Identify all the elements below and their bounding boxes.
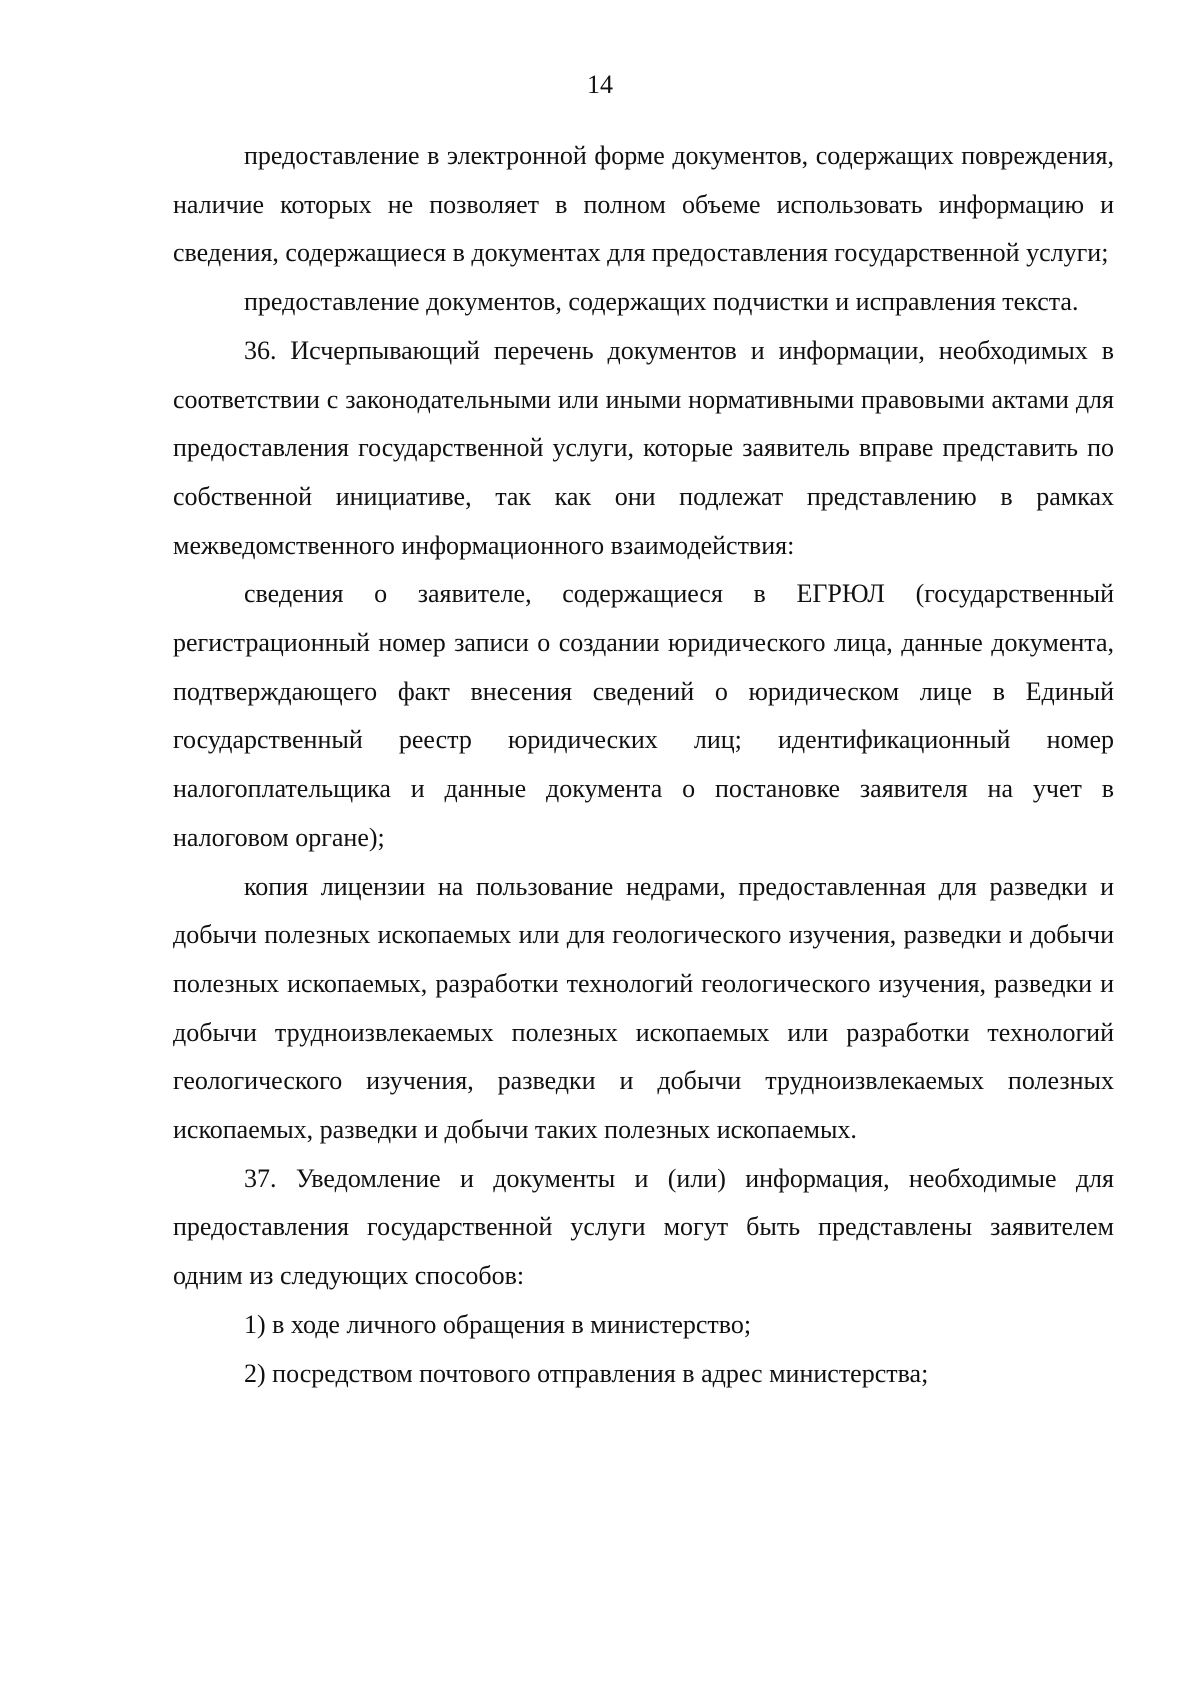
document-body: [173, 132, 1114, 1398]
page-number: 14: [587, 70, 613, 99]
paragraph-37-submission-methods: 37. Уведомление и документы и (или) информация, необходимые для предоставления государственной услуги могут быть представлены заявителем одним из следующих способов:: [173, 1163, 1114, 1291]
list-item-postal-mail: 2) посредством почтового отправления в адрес министерства;: [244, 1358, 929, 1388]
paragraph-damaged-documents: предоставление в электронной форме документов, содержащих повреждения, наличие которых не позволяет в полном объеме использовать информацию и сведения, содержащиеся в документах для предоставления государственной услуги;: [173, 141, 1114, 268]
paragraph-license-copy: копия лицензии на пользование недрами, предоставленная для разведки и добычи полезных ископаемых или для геологического изучения, разведки и добычи полезных ископаемых, разработки технологий геологического изучения, разведки и добычи трудноизвлекаемых полезных ископаемых или разработки технологий геологического изучения, разведки и добычи трудноизвлекаемых полезных ископаемых, разведки и добычи таких полезных ископаемых.: [173, 871, 1114, 1145]
paragraph-erasures: предоставление документов, содержащих подчистки и исправления текста.: [244, 287, 1079, 317]
paragraph-36-document-list: 36. Исчерпывающий перечень документов и информации, необходимых в соответствии с законодательными или иными нормативными правовыми актами для предоставления государственной услуги, которые заявитель вправе представить по собственной инициативе, так как они подлежат представлению в рамках межведомственного информационного взаимодействия:: [173, 335, 1114, 560]
list-item-personal-visit: 1) в ходе личного обращения в министерство;: [244, 1309, 752, 1339]
paragraph-egrul-info: сведения о заявителе, содержащиеся в ЕГРЮЛ (государственный регистрационный номер записи о создании юридического лица, данные документа, подтверждающего факт внесения сведений о юридическом лице в Единый государственный реестр юридических лиц; идентификационный номер налогоплательщика и данные документа о постановке заявителя на учет в налоговом органе);: [173, 579, 1114, 852]
